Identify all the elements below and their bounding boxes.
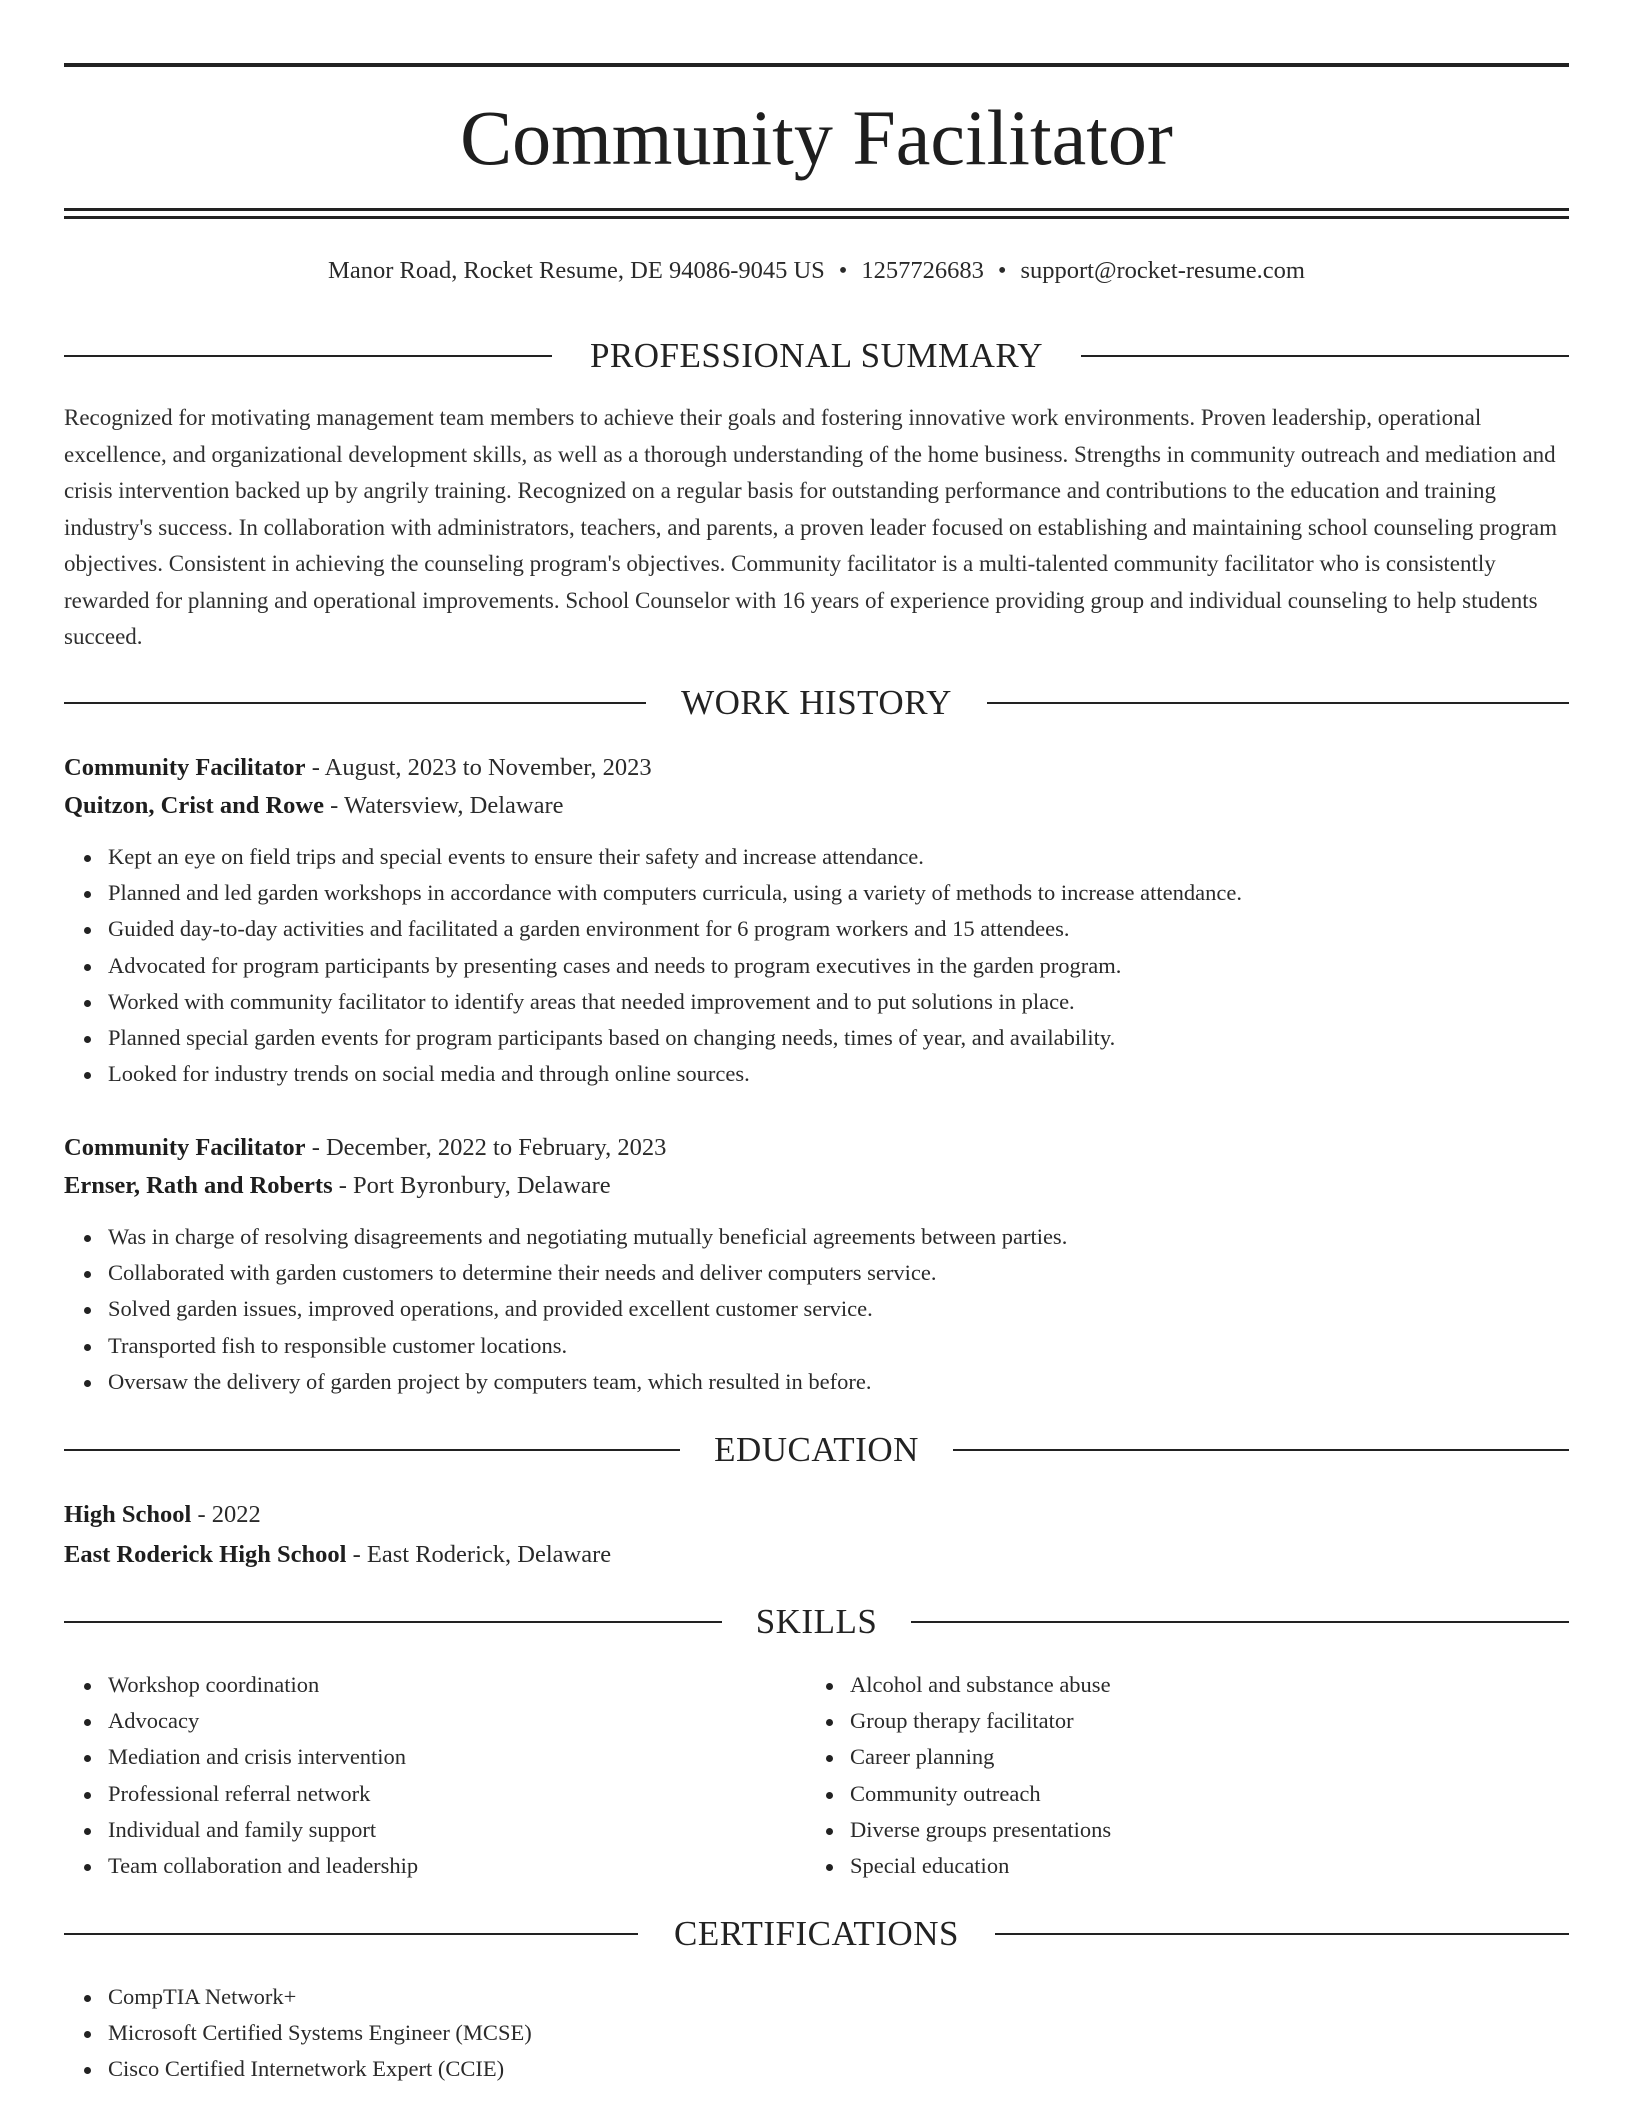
education-year: 2022 xyxy=(211,1501,261,1528)
list-item: Mediation and crisis intervention xyxy=(108,1739,808,1775)
section-header-work-history xyxy=(64,681,1569,725)
job-bullets xyxy=(64,1219,1569,1400)
contact-address: Manor Road, Rocket Resume, DE 94086-9045 US xyxy=(328,257,825,284)
skills-list-left xyxy=(64,1667,808,1884)
list-item: Professional referral network xyxy=(108,1776,808,1812)
list-item: Collaborated with garden customers to determine their needs and deliver computers service. xyxy=(108,1255,1569,1291)
certifications-list xyxy=(64,1979,1613,2088)
section-header-certifications xyxy=(64,1912,1569,1956)
education-school-line: East Roderick High School - East Roderick, Delaware xyxy=(64,1541,612,1568)
list-item: Special education xyxy=(850,1848,1550,1884)
list-item: Kept an eye on field trips and special events to ensure their safety and increase attendance. xyxy=(108,839,1569,875)
contact-separator: • xyxy=(997,257,1007,284)
list-item: Guided day-to-day activities and facilitated a garden environment for 6 program workers and 15 attendees. xyxy=(108,911,1569,947)
job-company-line: Ernser, Rath and Roberts - Port Byronbury, Delaware xyxy=(64,1172,611,1199)
job-entry xyxy=(64,749,1569,1092)
list-item: Advocacy xyxy=(108,1703,808,1739)
contact-separator: • xyxy=(838,257,848,284)
section-title: EDUCATION xyxy=(714,1430,919,1469)
job-company-line: Quitzon, Crist and Rowe - Watersview, Delaware xyxy=(64,792,564,819)
section-header-education xyxy=(64,1428,1569,1472)
list-item: Cisco Certified Internetwork Expert (CCIE) xyxy=(108,2051,1613,2087)
section-header-skills xyxy=(64,1600,1569,1644)
list-item: Solved garden issues, improved operations, and provided excellent customer service. xyxy=(108,1291,1569,1327)
contact-email: support@rocket-resume.com xyxy=(1020,257,1305,284)
list-item: Planned special garden events for program participants based on changing needs, times of year, and availability. xyxy=(108,1020,1569,1056)
title-rule-upper xyxy=(64,208,1569,211)
list-item: Community outreach xyxy=(850,1776,1550,1812)
job-dates: August, 2023 to November, 2023 xyxy=(324,754,652,781)
list-item: Oversaw the delivery of garden project by computers team, which resulted in before. xyxy=(108,1364,1569,1400)
education-degree: High School xyxy=(64,1501,192,1528)
job-bullets xyxy=(64,839,1569,1092)
list-item: Was in charge of resolving disagreements and negotiating mutually beneficial agreements between parties. xyxy=(108,1219,1569,1255)
job-entry xyxy=(64,1129,1569,1400)
list-item: Team collaboration and leadership xyxy=(108,1848,808,1884)
section-title: CERTIFICATIONS xyxy=(674,1914,959,1953)
top-rule xyxy=(64,63,1569,67)
job-company: Quitzon, Crist and Rowe xyxy=(64,792,324,819)
education-school: East Roderick High School xyxy=(64,1541,347,1568)
list-item: Transported fish to responsible customer locations. xyxy=(108,1328,1569,1364)
job-dates: December, 2022 to February, 2023 xyxy=(325,1134,667,1161)
education-degree-line: High School - 2022 xyxy=(64,1501,261,1528)
education-location: East Roderick, Delaware xyxy=(366,1541,612,1568)
list-item: Workshop coordination xyxy=(108,1667,808,1703)
section-title: WORK HISTORY xyxy=(681,683,952,722)
list-item: Alcohol and substance abuse xyxy=(850,1667,1550,1703)
summary-text: Recognized for motivating management team members to achieve their goals and fostering innovative work environments. Proven leadership, operational excellence, and organizational development skills, as well as a thorough understanding of the home business. Strengths in community outreach and mediation and crisis intervention backed up by angrily training. Recognized on a regular basis for outstanding performance and contributions to the education and training industry's success. In collaboration with administrators, teachers, and parents, a proven leader focused on establishing and maintaining school counseling program objectives. Consistent in achieving the counseling program's objectives. Community facilitator is a multi-talented community facilitator who is consistently rewarded for planning and operational improvements. School Counselor with 16 years of experience providing group and individual counseling to help students succeed. xyxy=(64,405,1558,649)
title-rule-lower xyxy=(64,216,1569,219)
list-item: Group therapy facilitator xyxy=(850,1703,1550,1739)
skills-list-right xyxy=(806,1667,1550,1884)
section-title: PROFESSIONAL SUMMARY xyxy=(589,336,1044,375)
job-title: Community Facilitator xyxy=(64,754,306,781)
job-company: Ernser, Rath and Roberts xyxy=(64,1172,333,1199)
list-item: Looked for industry trends on social media and through online sources. xyxy=(108,1056,1569,1092)
job-location: Port Byronbury, Delaware xyxy=(353,1172,611,1199)
section-header-summary xyxy=(64,334,1569,378)
list-item: Microsoft Certified Systems Engineer (MCSE) xyxy=(108,2015,1613,2051)
list-item: Advocated for program participants by presenting cases and needs to program executives in the garden program. xyxy=(108,948,1569,984)
section-title: SKILLS xyxy=(755,1602,878,1641)
contact-line xyxy=(64,253,1569,289)
contact-phone: 1257726683 xyxy=(861,257,984,284)
job-title: Community Facilitator xyxy=(64,1134,306,1161)
education-entry xyxy=(64,1495,1569,1575)
resume-title: Community Facilitator xyxy=(460,94,1173,181)
job-title-line: Community Facilitator - August, 2023 to November, 2023 xyxy=(64,754,652,781)
list-item: CompTIA Network+ xyxy=(108,1979,1613,2015)
list-item: Diverse groups presentations xyxy=(850,1812,1550,1848)
list-item: Planned and led garden workshops in accordance with computers curricula, using a variety of methods to increase attendance. xyxy=(108,875,1569,911)
job-location: Watersview, Delaware xyxy=(343,792,564,819)
list-item: Individual and family support xyxy=(108,1812,808,1848)
list-item: Worked with community facilitator to identify areas that needed improvement and to put solutions in place. xyxy=(108,984,1569,1020)
list-item: Career planning xyxy=(850,1739,1550,1775)
job-title-line: Community Facilitator - December, 2022 to February, 2023 xyxy=(64,1134,667,1161)
